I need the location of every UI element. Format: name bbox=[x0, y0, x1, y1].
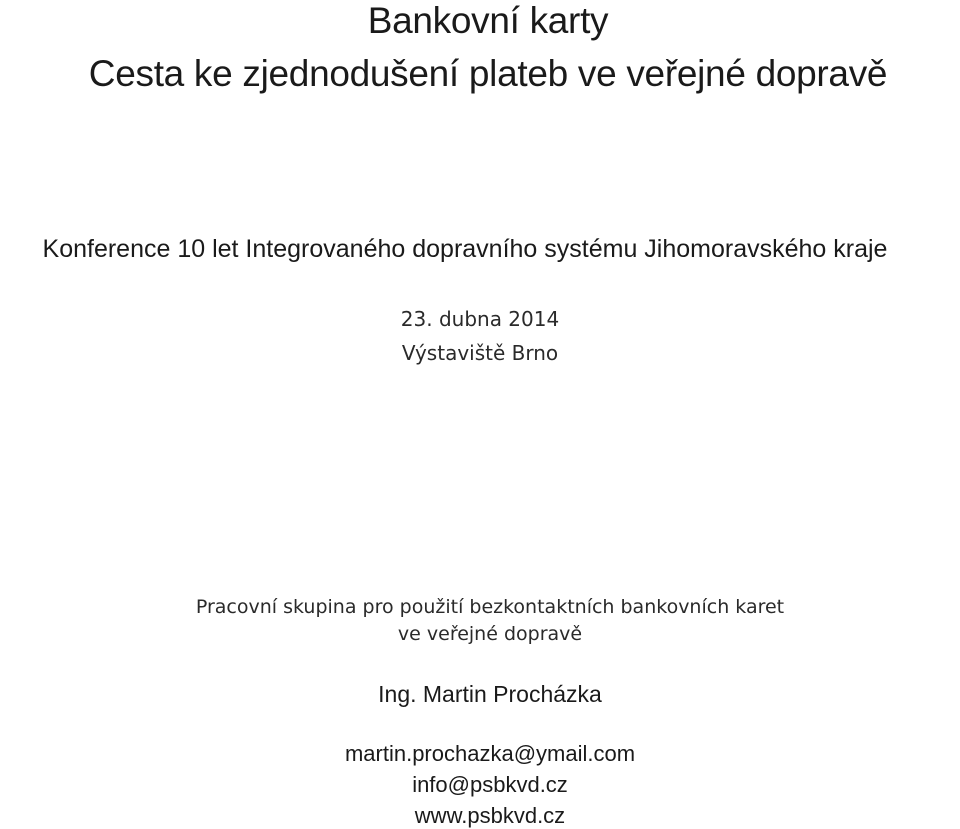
event-date: 23. dubna 2014 bbox=[400, 307, 560, 331]
presenter-name: Ing. Martin Procházka bbox=[378, 681, 602, 707]
contact-email[interactable]: martin.prochazka@ymail.com bbox=[344, 741, 636, 766]
info-email[interactable]: info@psbkvd.cz bbox=[412, 772, 568, 797]
conference-name: Konference 10 let Integrovaného dopravního systému Jihomoravského kraje bbox=[42, 235, 888, 263]
event-venue: Výstaviště Brno bbox=[401, 341, 559, 365]
working-group-line-1: Pracovní skupina pro použití bezkontaktních bankovních karet bbox=[195, 596, 785, 618]
website-link[interactable]: www.psbkvd.cz bbox=[414, 803, 566, 828]
title-line-1: Bankovní karty bbox=[367, 0, 609, 41]
title-line-2: Cesta ke zjednodušení plateb ve veřejné dopravě bbox=[88, 53, 888, 94]
working-group-line-2: ve veřejné dopravě bbox=[397, 623, 583, 645]
